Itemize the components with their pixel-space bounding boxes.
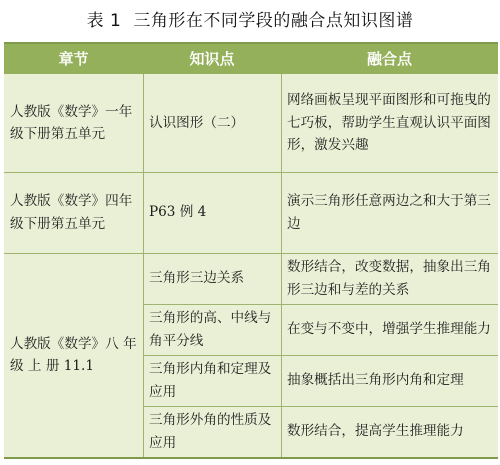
header-chapter: 章节 bbox=[58, 50, 89, 68]
header-fusion-point: 融合点 bbox=[366, 50, 412, 68]
table-caption bbox=[0, 6, 500, 31]
table-cell-knowledge-point: P63 例 4 bbox=[149, 204, 207, 221]
table-cell-knowledge-point: 三角形内角和定理及应用 bbox=[149, 361, 272, 400]
table-header bbox=[4, 44, 498, 74]
table-cell-fusion-point: 网络画板呈现平面图形和可拖曳的七巧板，帮助学生直观认识平面图形，激发兴趣 bbox=[287, 92, 491, 154]
header-knowledge-point: 知识点 bbox=[189, 50, 235, 68]
table-cell-knowledge-point: 认识图形（二） bbox=[149, 114, 245, 131]
table-cell-knowledge-point: 三角形外角的性质及应用 bbox=[149, 412, 272, 451]
table-cell-fusion-point: 数形结合，改变数据，抽象出三角形三边和与差的关系 bbox=[287, 259, 491, 298]
table-cell-chapter: 人教版《数学》四年级下册第五单元 bbox=[10, 193, 133, 232]
table-cell-knowledge-point: 三角形的高、中线与角平分线 bbox=[149, 310, 272, 349]
table-cell-fusion-point: 在变与不变中，增强学生推理能力 bbox=[287, 321, 491, 338]
table-cell-fusion-point: 抽象概括出三角形内角和定理 bbox=[287, 372, 464, 389]
caption-text: 三角形在不同学段的融合点知识图谱 bbox=[133, 11, 414, 31]
table-cell-chapter: 人教版《数学》一年级下册第五单元 bbox=[10, 103, 133, 142]
table-cell-knowledge-point: 三角形三边关系 bbox=[149, 270, 245, 287]
caption-number: 表 1 bbox=[86, 11, 122, 31]
table-cell-fusion-point: 数形结合，提高学生推理能力 bbox=[287, 423, 464, 440]
table-cell-fusion-point: 演示三角形任意两边之和大于第三边 bbox=[287, 193, 491, 232]
knowledge-table bbox=[4, 42, 498, 459]
table-cell-chapter: 人教版《数学》八 年 级 上 册 11.1 bbox=[10, 335, 137, 374]
